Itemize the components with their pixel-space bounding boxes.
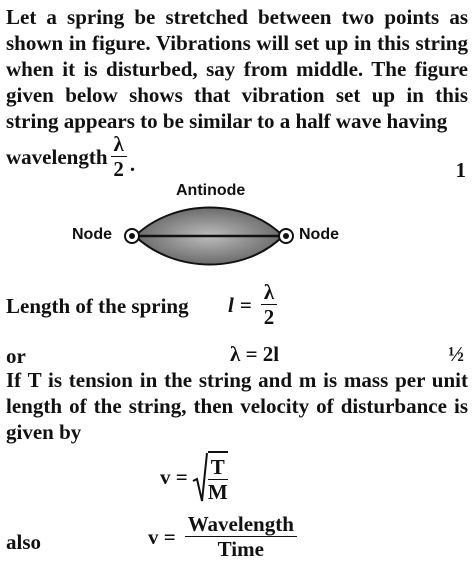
- marks-half: ½: [448, 342, 464, 366]
- also-label: also: [6, 530, 42, 554]
- wavelength-line: [6, 134, 135, 180]
- velocity-lhs: v =: [160, 464, 188, 489]
- marks-one: 1: [455, 158, 466, 182]
- wavelength-word: wavelength: [6, 144, 108, 169]
- t-over-m: [208, 451, 228, 503]
- frac-denominator: Time: [217, 537, 264, 561]
- sqrt-icon: [192, 451, 208, 503]
- frac-denominator: M: [207, 480, 228, 504]
- node-left-label: Node: [72, 226, 112, 243]
- frac-denominator: 2: [263, 305, 275, 329]
- antinode-label: Antinode: [176, 182, 246, 199]
- lambda-over-two-2: [261, 282, 277, 328]
- frac-numerator: T: [208, 457, 228, 480]
- length-label: Length of the spring: [6, 294, 189, 318]
- equals-sign: =: [239, 292, 252, 317]
- var-l: l: [228, 292, 234, 317]
- frac-numerator: λ: [111, 134, 127, 157]
- node-right-label: Node: [299, 226, 339, 243]
- also-equation: [148, 514, 300, 560]
- wavelength-over-time: [185, 514, 297, 560]
- frac-denominator: 2: [113, 157, 124, 181]
- or-equation: λ = 2l: [230, 342, 280, 366]
- end-dot: .: [129, 151, 136, 176]
- lambda-over-two: [111, 134, 127, 180]
- frac-numerator: Wavelength: [185, 514, 297, 537]
- intro-paragraph: [6, 4, 468, 134]
- node-right-icon: [279, 229, 293, 243]
- node-left-icon: [125, 229, 139, 243]
- frac-numerator: λ: [261, 282, 277, 305]
- or-label: or: [6, 344, 26, 368]
- tension-paragraph: [6, 367, 468, 445]
- tension-text: If T is tension in the string and m is mass per unit length of the string, then velocity of disturbance is given by: [6, 368, 468, 444]
- length-equation: [228, 282, 280, 328]
- intro-text: Let a spring be stretched between two points as shown in figure. Vibrations will set up in this string when it is disturbed, say from middle. The figure given below shows that vibration set up in this string appears to be similar to a half wave having: [6, 5, 468, 133]
- also-lhs: v =: [148, 524, 176, 549]
- velocity-equation: [160, 450, 231, 504]
